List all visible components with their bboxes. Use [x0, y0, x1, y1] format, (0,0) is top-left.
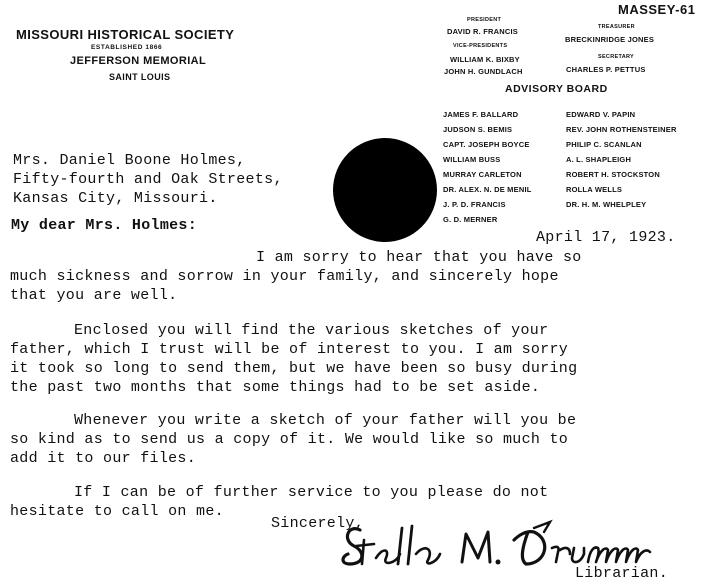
- advisory-member: REV. JOHN ROTHENSTEINER: [566, 125, 677, 134]
- body-line: Whenever you write a sketch of your father will you be: [74, 412, 577, 429]
- body-line: add it to our files.: [10, 450, 197, 467]
- advisory-member: EDWARD V. PAPIN: [566, 110, 636, 119]
- advisory-member: ROBERT H. STOCKSTON: [566, 170, 660, 179]
- letter-date: April 17, 1923.: [536, 229, 676, 246]
- vice-presidents-label: VICE-PRESIDENTS: [453, 43, 508, 49]
- body-line: Enclosed you will find the various sketches of your: [74, 322, 549, 339]
- advisory-member: JAMES F. BALLARD: [443, 110, 519, 119]
- signer-title: Librarian.: [575, 565, 669, 582]
- advisory-member: ROLLA WELLS: [566, 185, 623, 194]
- advisory-member: MURRAY CARLETON: [443, 170, 522, 179]
- body-line: hesitate to call on me.: [10, 503, 224, 520]
- treasurer-label: TREASURER: [598, 24, 635, 30]
- body-line: the past two months that some things had to be set aside.: [10, 379, 541, 396]
- body-line: so kind as to send us a copy of it. We would like so much to: [10, 431, 569, 448]
- secretary-name: CHARLES P. PETTUS: [566, 65, 646, 74]
- memorial-name: JEFFERSON MEMORIAL: [70, 55, 207, 67]
- address-line-2: Fifty-fourth and Oak Streets,: [13, 171, 283, 188]
- city-name: SAINT LOUIS: [109, 72, 171, 82]
- advisory-member: JUDSON S. BEMIS: [443, 125, 513, 134]
- president-name: DAVID R. FRANCIS: [447, 27, 518, 36]
- closing: Sincerely,: [271, 515, 365, 532]
- archive-tag: MASSEY-61: [618, 2, 696, 17]
- advisory-member: CAPT. JOSEPH BOYCE: [443, 140, 530, 149]
- advisory-member: G. D. MERNER: [443, 215, 498, 224]
- established-line: ESTABLISHED 1866: [91, 44, 163, 51]
- secretary-label: SECRETARY: [598, 54, 635, 60]
- advisory-member: A. L. SHAPLEIGH: [566, 155, 632, 164]
- advisory-member: WILLIAM BUSS: [443, 155, 501, 164]
- advisory-member: PHILIP C. SCANLAN: [566, 140, 642, 149]
- body-line: If I can be of further service to you please do not: [74, 484, 549, 501]
- treasurer-name: BRECKINRIDGE JONES: [565, 35, 655, 44]
- vice-president-2: JOHN H. GUNDLACH: [444, 67, 523, 76]
- society-name: MISSOURI HISTORICAL SOCIETY: [16, 27, 235, 42]
- president-label: PRESIDENT: [467, 17, 502, 23]
- salutation: My dear Mrs. Holmes:: [11, 217, 198, 234]
- body-line: it took so long to send them, but we have been so busy during: [10, 360, 578, 377]
- advisory-member: J. P. D. FRANCIS: [443, 200, 506, 209]
- address-line-3: Kansas City, Missouri.: [13, 190, 218, 207]
- body-line: that you are well.: [10, 287, 178, 304]
- vice-president-1: WILLIAM K. BIXBY: [450, 55, 520, 64]
- redaction-dot: [333, 138, 437, 242]
- body-line: father, which I trust will be of interest to you. I am sorry: [10, 341, 569, 358]
- address-line-1: Mrs. Daniel Boone Holmes,: [13, 152, 246, 169]
- advisory-board-title: ADVISORY BOARD: [505, 83, 608, 95]
- body-line: I am sorry to hear that you have so: [256, 249, 582, 266]
- advisory-member: DR. ALEX. N. DE MENIL: [443, 185, 532, 194]
- advisory-member: DR. H. M. WHELPLEY: [566, 200, 647, 209]
- body-line: much sickness and sorrow in your family, and sincerely hope: [10, 268, 559, 285]
